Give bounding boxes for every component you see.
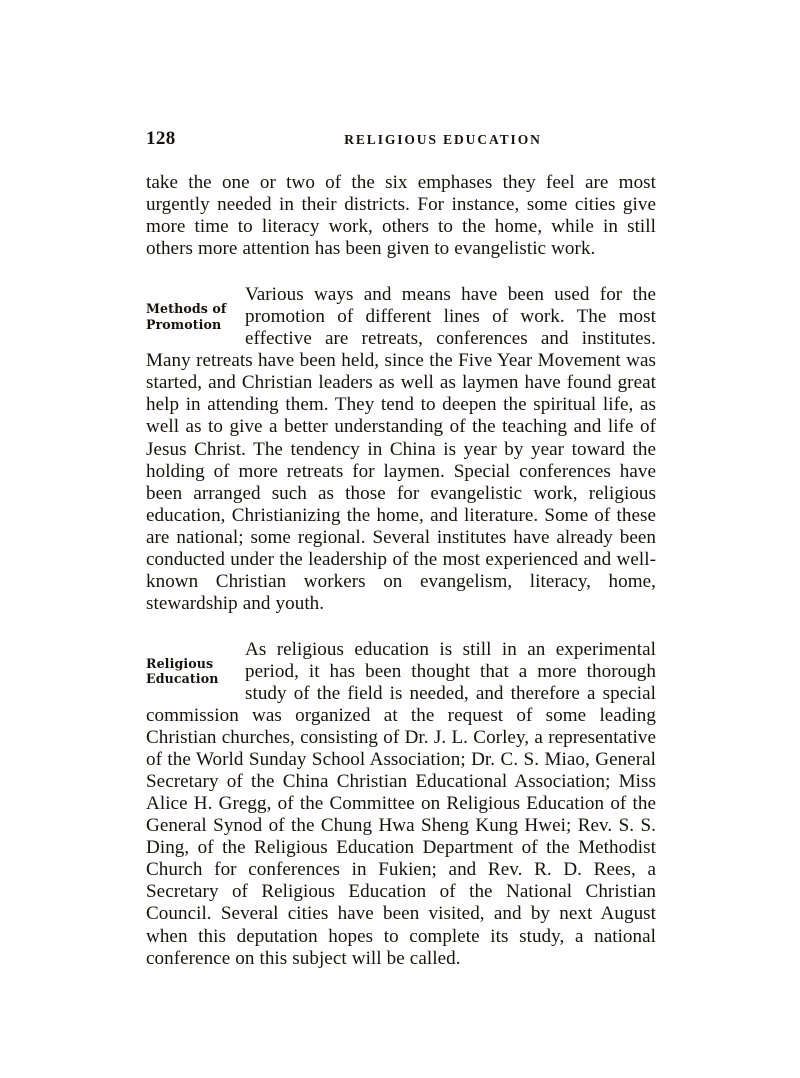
paragraph-spacer [146, 615, 656, 639]
paragraph-religious-education: As religious education is still in an experimental period, it has been thought that a more thorough study of the field is needed, and therefore a special commission was organized at the request of some leading Christian churches, consisting of Dr. J. L. Corley, a representative of the World Sunday School Association; Dr. C. S. Miao, General Secretary of the China Christian Educational Association; Miss Alice H. Gregg, of the Committee on Religious Education of the General Synod of the Chung Hwa Sheng Kung Hwei; Rev. S. S. Ding, of the Religious Education Department of the Methodist Church for conferences in Fukien; and Rev. R. D. Rees, a Secretary of Religious Education of the National Christian Council. Several cities have been visited, and by next August when this deputation hopes to complete its study, a national conference on this subject will be called. [146, 638, 656, 969]
sidenote-methods-of-promotion [146, 301, 246, 332]
sidenote-line: Education [146, 671, 219, 687]
sidenote-line: Promotion [146, 316, 222, 332]
paragraph-methods-of-promotion: Various ways and means have been used for the promotion of different lines of work. The most effective are retreats, conferences and institutes. Many retreats have been held, since the Five Year Movement was started, and Christian leaders as well as laymen have found great help in attending them. They tend to deepen the spiritual life, as well as to give a better understanding of the teaching and life of Jesus Christ. The tendency in China is year by year toward the holding of more retreats for laymen. Special conferences have been arranged such as those for evangelistic work, religious education, Christianizing the home, and literature. Some of these are national; some regional. Several institutes have already been conducted under the leadership of the most experienced and well-known Christian workers on evangelism, literacy, home, stewardship and youth. [146, 284, 656, 614]
sidenote-line: Methods of [146, 301, 227, 317]
text-block [146, 172, 656, 970]
sidenote-religious-education [146, 656, 246, 687]
paragraph-opening: take the one or two of the six emphases they feel are most urgently needed in their districts. For instance, some cities give more time to literacy work, others to the home, while in still others more attention has been given to evangelistic work. [146, 172, 656, 260]
section-religious-education [146, 639, 656, 970]
section-methods-of-promotion [146, 284, 656, 615]
running-head [146, 128, 656, 150]
sidenote-line: Religious [146, 655, 214, 671]
paragraph-spacer [146, 260, 656, 284]
page-number: 128 [146, 128, 176, 149]
running-head-title: RELIGIOUS EDUCATION [344, 132, 542, 147]
